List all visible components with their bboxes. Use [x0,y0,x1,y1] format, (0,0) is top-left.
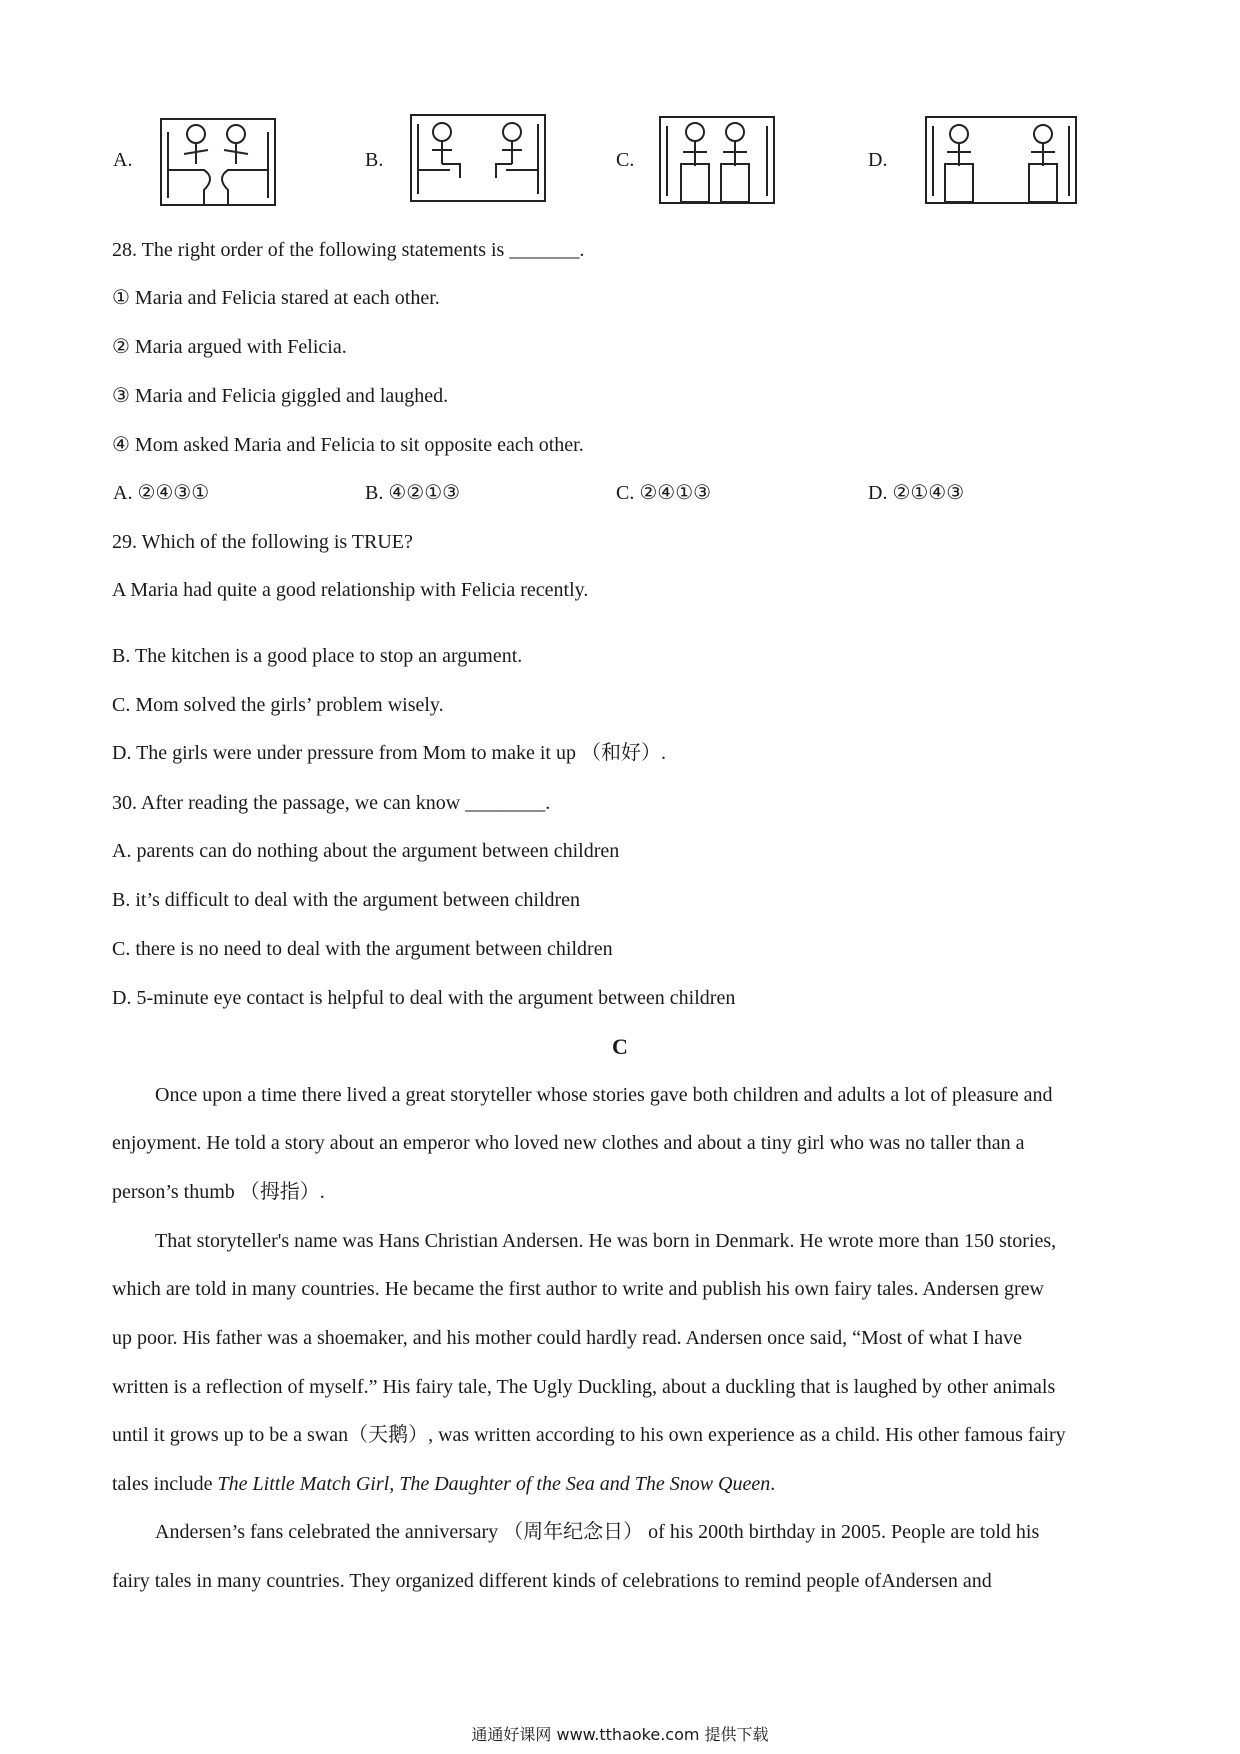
passage-text: tales include [112,1473,218,1495]
q28-statement-4: ④ Mom asked Maria and Felicia to sit opposite each other. [112,434,584,456]
q28-option-b[interactable]: B. ④②①③ [365,482,461,504]
passage-line: up poor. His father was a shoemaker, and his mother could hardly read. Andersen once said, “Most of what I have [112,1327,1023,1349]
page-footer: 通通好课网 www.tthaoke.com 提供下载 [471,1725,769,1744]
q29-option-d[interactable]: D. The girls were under pressure from Mom to make it up （和好）. [112,742,666,764]
q30-option-a[interactable]: A. parents can do nothing about the argument between children [112,840,620,862]
q29-option-b[interactable]: B. The kitchen is a good place to stop an argument. [112,645,523,667]
q28-statement-3: ③ Maria and Felicia giggled and laughed. [112,385,449,407]
question-30-stem: 30. After reading the passage, we can know ________. [112,792,551,814]
passage-line: until it grows up to be a swan（天鹅）, was written according to his own experience as a child. His other famous fairy [112,1424,1066,1446]
section-heading: C [612,1034,628,1059]
picture-option-d-label: D. [868,149,888,171]
passage-line: which are told in many countries. He became the first author to write and publish his own fairy tales. Andersen grew [112,1278,1044,1300]
two-kids-side-by-side-icon [659,116,775,204]
passage-line: Andersen’s fans celebrated the anniversary （周年纪念日） of his 200th birthday in 2005. People are told his [155,1521,1040,1543]
passage-line: fairy tales in many countries. They organized different kinds of celebrations to remind people ofAndersen and [112,1570,992,1592]
q28-option-d[interactable]: D. ②①④③ [868,482,965,504]
two-kids-seated-apart-facing-icon [410,114,546,202]
question-28-stem: 28. The right order of the following statements is _______. [112,239,585,261]
passage-line: person’s thumb （拇指）. [112,1181,325,1203]
picture-option-b-label: B. [365,149,384,171]
fairy-tale-titles: The Little Match Girl, The Daughter of the Sea and The Snow Queen [217,1473,771,1495]
picture-option-a-label: A. [113,149,133,171]
passage-line [112,1472,775,1496]
passage-line: Once upon a time there lived a great storyteller whose stories gave both children and adults a lot of pleasure and [155,1084,1053,1106]
q28-option-a[interactable]: A. ②④③① [113,482,210,504]
question-29-stem: 29. Which of the following is TRUE? [112,531,413,553]
q30-option-b[interactable]: B. it’s difficult to deal with the argument between children [112,889,581,911]
passage-line: written is a reflection of myself.” His fairy tale, The Ugly Duckling, about a duckling that is laughed by other animals [112,1376,1056,1398]
two-kids-standing-apart-icon [925,116,1077,204]
q30-option-d[interactable]: D. 5-minute eye contact is helpful to deal with the argument between children [112,987,736,1009]
passage-line: enjoyment. He told a story about an emperor who loved new clothes and about a tiny girl who was no taller than a [112,1132,1025,1154]
q29-option-c[interactable]: C. Mom solved the girls’ problem wisely. [112,694,444,716]
q29-option-a[interactable]: A Maria had quite a good relationship with Felicia recently. [112,579,589,601]
picture-option-c-label: C. [616,149,635,171]
q28-option-c[interactable]: C. ②④①③ [616,482,712,504]
passage-line: That storyteller's name was Hans Christian Andersen. He was born in Denmark. He wrote more than 150 stories, [155,1230,1057,1252]
q28-statement-2: ② Maria argued with Felicia. [112,336,347,358]
q30-option-c[interactable]: C. there is no need to deal with the argument between children [112,938,613,960]
q28-statement-1: ① Maria and Felicia stared at each other. [112,287,440,309]
two-kids-seated-face-to-face-icon [160,118,276,206]
passage-text: . [770,1473,776,1495]
